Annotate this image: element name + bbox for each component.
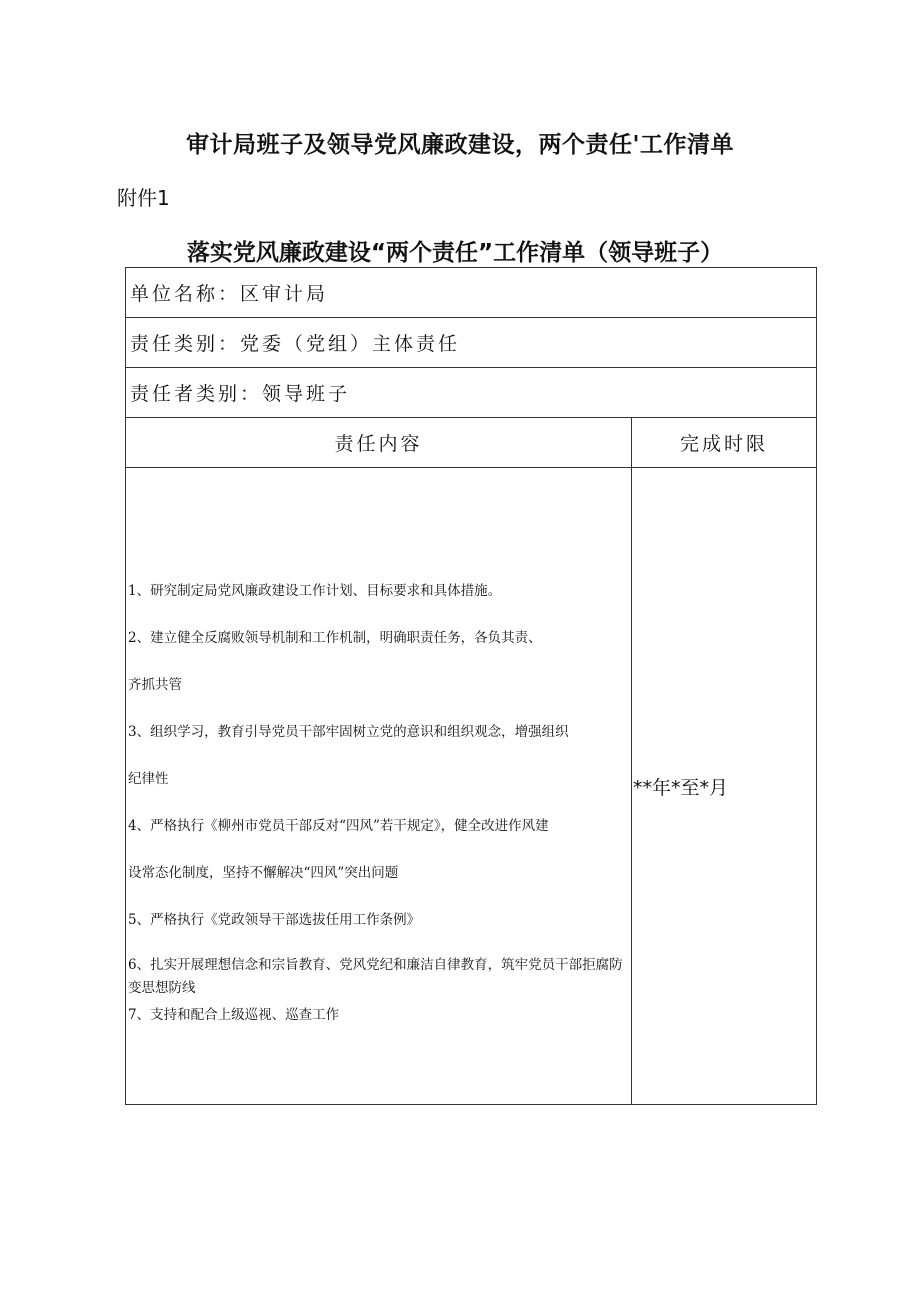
responsibility-category-cell: 责任类别：党委（党组）主体责任 (126, 318, 817, 368)
responsibility-table (125, 267, 817, 1105)
deadline-value: **年*至*月 (633, 776, 729, 799)
content-header: 责任内容 (126, 418, 632, 468)
deadline-header: 完成时限 (632, 418, 817, 468)
list-item: 5、严格执行《党政领导干部选拔任用工作条例》 (128, 912, 421, 928)
list-item: 7、支持和配合上级巡视、巡查工作 (128, 1007, 340, 1023)
list-item: 齐抓共管 (128, 677, 182, 693)
unit-name-cell: 单位名称：区审计局 (126, 268, 817, 318)
attachment-label: 附件1 (117, 186, 170, 210)
list-item: 1、研究制定局党风廉政建设工作计划、目标要求和具体措施。 (128, 583, 502, 599)
list-item: 4、严格执行《柳州市党员干部反对“四风”若干规定》，健全改进作风建 (128, 818, 549, 834)
item-list (128, 568, 627, 1030)
content-cell (126, 468, 632, 1105)
responsibility-bearer-cell: 责任者类别：领导班子 (126, 368, 817, 418)
info-row-category (126, 318, 817, 368)
list-item: 设常态化制度，坚持不懈解决“四风”突出问题 (128, 865, 399, 881)
list-item: 6、扎实开展理想信念和宗旨教育、党风党纪和廉洁自律教育，筑牢党员干部拒腐防变思想防线 (128, 957, 623, 996)
list-item: 2、建立健全反腐败领导机制和工作机制，明确职责任务，各负其责、 (128, 630, 542, 646)
list-item: 3、组织学习，教育引导党员干部牢固树立党的意识和组织观念，增强组织 (128, 724, 569, 740)
table-title: 落实党风廉政建设“两个责任”工作清单（领导班子） (186, 240, 724, 266)
header-row (126, 418, 817, 468)
document-title: 审计局班子及领导党风廉政建设，两个责任'工作清单 (185, 132, 735, 158)
content-row (126, 468, 817, 1105)
list-item: 纪律性 (128, 771, 169, 787)
info-row-bearer (126, 368, 817, 418)
deadline-cell (632, 468, 817, 1105)
info-row-unit (126, 268, 817, 318)
